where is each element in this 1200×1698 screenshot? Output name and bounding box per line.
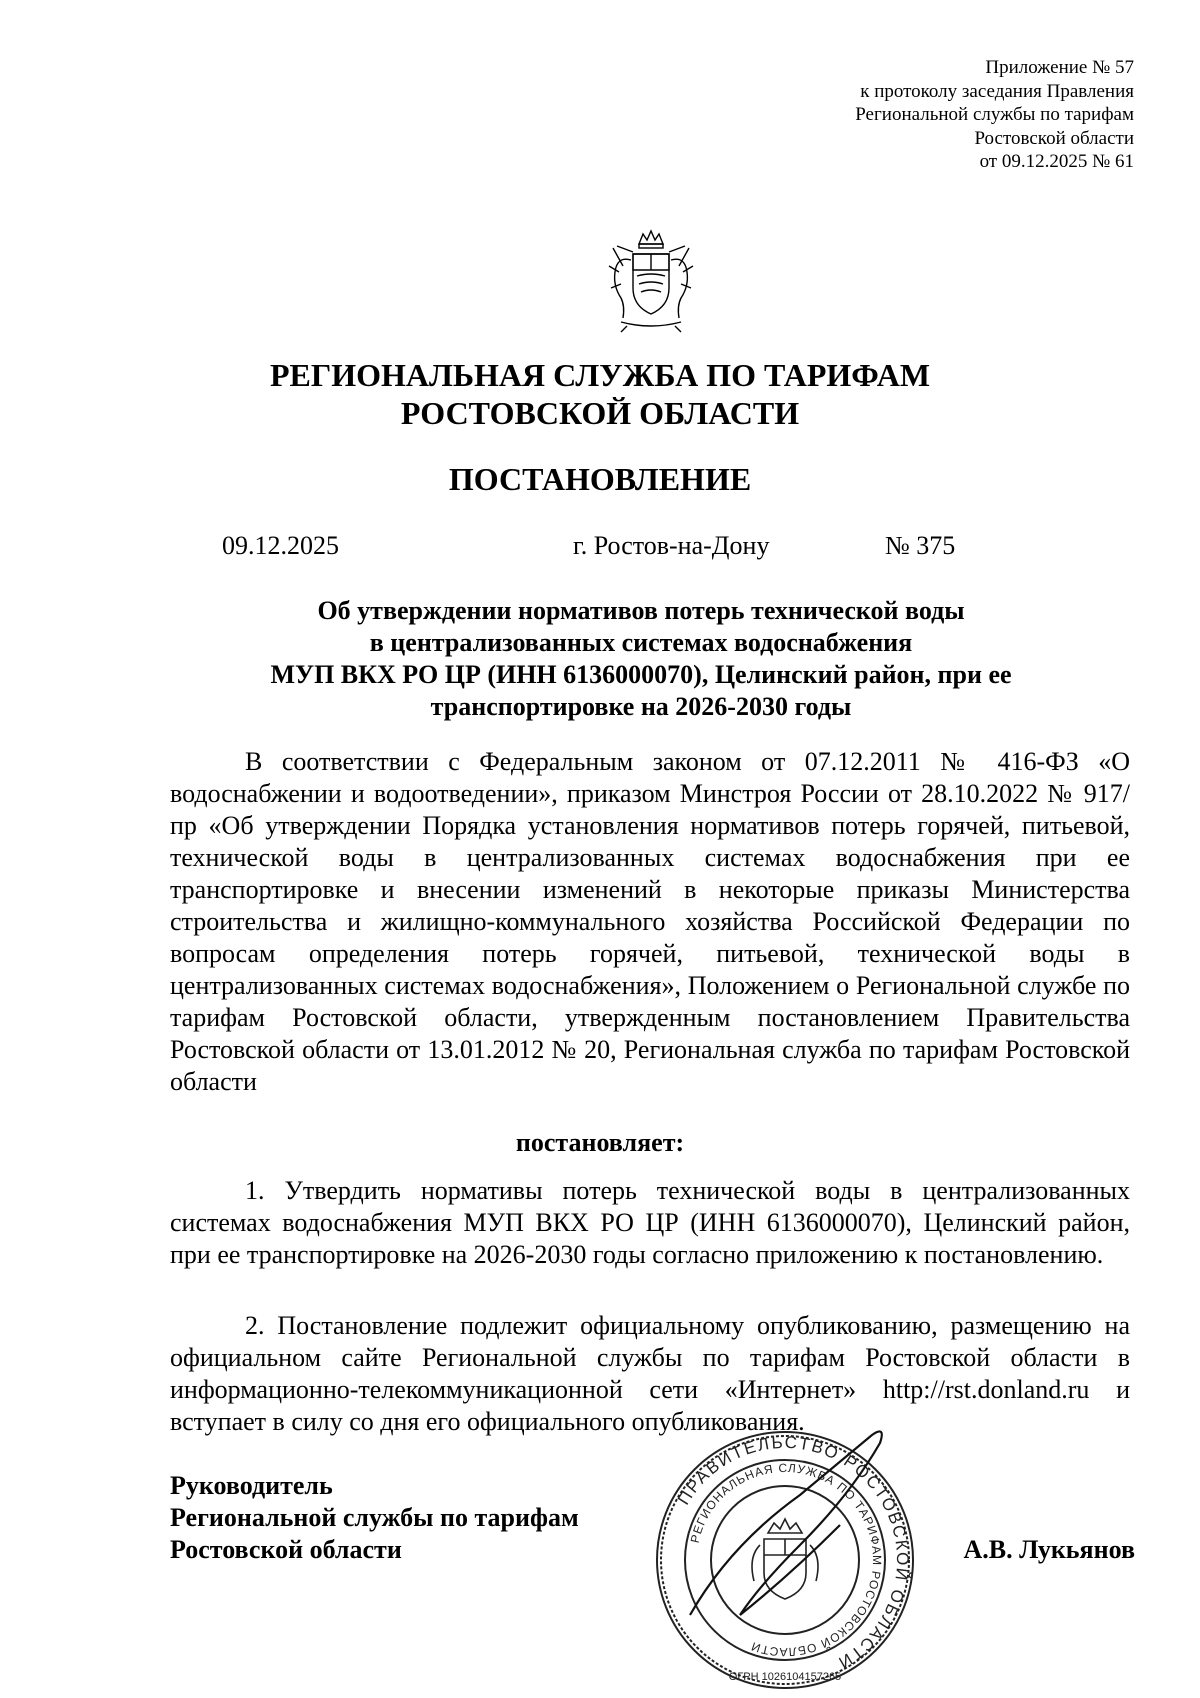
document-type: ПОСТАНОВЛЕНИЕ xyxy=(448,461,752,497)
subject-line: транспортировке на 2026-2030 годы xyxy=(430,692,852,721)
signatory-organization: Региональной службы по тарифам xyxy=(170,1503,579,1532)
document-subject xyxy=(170,595,1112,723)
document-city: г. Ростов-на-Дону xyxy=(573,531,770,560)
organization-region-line: РОСТОВСКОЙ ОБЛАСТИ xyxy=(400,395,800,431)
subject-line: Об утверждении нормативов потерь технической воды xyxy=(317,596,965,625)
subject-line: в централизованных системах водоснабжения xyxy=(369,628,913,657)
annex-date: от 09.12.2025 № 61 xyxy=(979,151,1134,172)
annex-protocol: к протоколу заседания Правления xyxy=(860,80,1134,102)
signatory-position: Руководитель xyxy=(170,1471,333,1500)
organization-name-line: РЕГИОНАЛЬНАЯ СЛУЖБА ПО ТАРИФАМ xyxy=(269,357,931,393)
annex-board: Региональной службы по тарифам xyxy=(855,104,1134,125)
annex-region: Ростовской области xyxy=(974,127,1134,149)
resolution-item-2: 2. Постановление подлежит официальному опубликованию, размещению на официальном сайте Региональной службы по тарифам Ростовской области в информационно-телекоммуникационной сети «Интернет» http://rst.donland.ru и вступает в силу со дня его официального опубликования. xyxy=(170,1311,1130,1436)
signatory-title xyxy=(170,1470,579,1566)
seal-inner-text: РЕГИОНАЛЬНАЯ СЛУЖБА ПО ТАРИФАМ РОСТОВСКОЙ ОБЛАСТИ xyxy=(687,1460,885,1660)
signatory-name: А.В. Лукьянов xyxy=(963,1535,1135,1564)
resolves-heading: постановляет: xyxy=(515,1128,685,1157)
seal-ogrn: ОГРН 1026104157265 xyxy=(728,1671,842,1683)
organization-name xyxy=(0,356,1200,432)
resolution-item-1: 1. Утвердить нормативы потерь технической воды в централизованных системах водоснабжения МУП ВКХ РО ЦР (ИНН 6136000070), Целинский район, при ее транспортировке на 2026-2030 годы согласно приложению к постановлению. xyxy=(170,1176,1130,1269)
seal-outer-text: ПРАВИТЕЛЬСТВО РОСТОВСКОЙ ОБЛАСТИ xyxy=(673,1432,913,1674)
official-seal-icon xyxy=(650,1425,920,1695)
annex-reference xyxy=(714,56,1134,174)
subject-line: МУП ВКХ РО ЦР (ИНН 6136000070), Целинский район, при ее xyxy=(270,660,1012,689)
document-number: № 375 xyxy=(885,531,956,560)
preamble-paragraph: В соответствии с Федеральным законом от 07.12.2011 № 416-ФЗ «О водоснабжении и водоотведении», приказом Минстроя России от 28.10.2022 № 917/пр «Об утверждении Порядка установления нормативов потерь горячей, питьевой, технической воды в централизованных системах водоснабжения при ее транспортировке и внесении изменений в некоторые приказы Министерства строительства и жилищно-коммунального хозяйства Российской Федерации по вопросам определения потерь горячей, питьевой, технической воды в централизованных системах водоснабжения», Положением о Региональной службе по тарифам Ростовской области, утвержденным постановлением Правительства Ростовской области от 13.01.2012 № 20, Региональная служба по тарифам Ростовской области xyxy=(170,747,1130,1096)
signatory-region: Ростовской области xyxy=(170,1535,402,1564)
coat-of-arms-icon xyxy=(603,226,699,334)
annex-number: Приложение № 57 xyxy=(985,57,1134,78)
document-date: 09.12.2025 xyxy=(222,531,339,560)
